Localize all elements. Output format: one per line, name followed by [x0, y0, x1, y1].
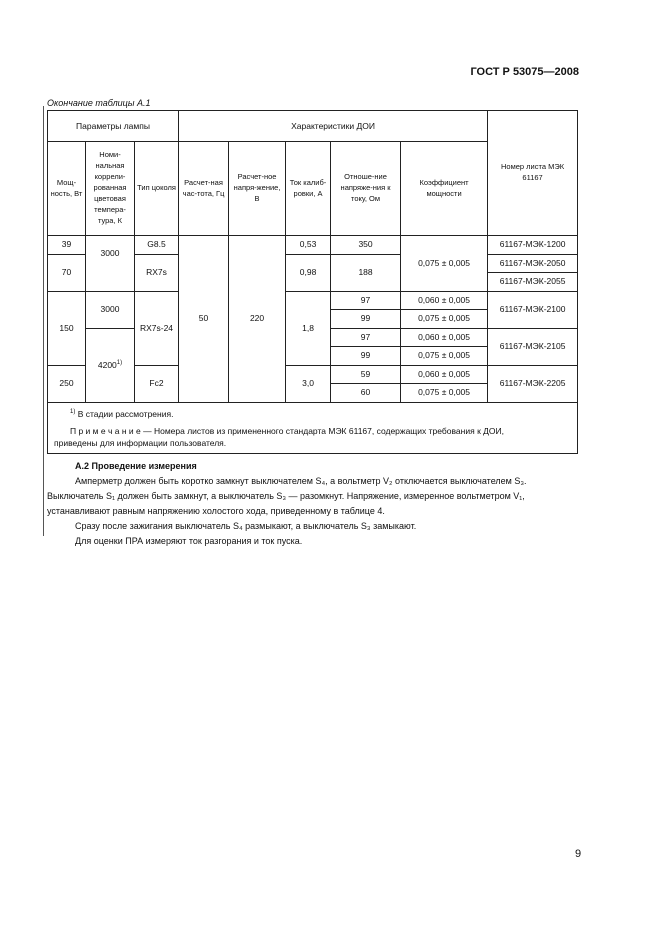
power-factor-cell: 0,060 ± 0,005 [401, 365, 488, 384]
current-cell: 1,8 [286, 291, 331, 365]
power-header: Мощ-ность, Вт [48, 142, 86, 236]
cct-value: 4200 [97, 359, 117, 370]
footnote-line [54, 408, 571, 420]
cct-header: Номи-нальная коррели-рованная цветовая темпера-тура, К [86, 142, 135, 236]
cct-cell [86, 328, 135, 402]
cct-cell: 3000 [86, 291, 135, 328]
ratio-cell: 350 [331, 236, 401, 255]
ratio-cell: 59 [331, 365, 401, 384]
group-doi-header: Характеристики ДОИ [179, 111, 488, 142]
table-footnotes [48, 402, 578, 454]
power-factor-cell: 0,060 ± 0,005 [401, 328, 488, 347]
power-factor-cell: 0,060 ± 0,005 [401, 291, 488, 310]
document-id: ГОСТ Р 53075—2008 [470, 66, 579, 78]
power-factor-cell: 0,075 ± 0,005 [401, 236, 488, 292]
sheet-cell: 61167-МЭК-1200 [488, 236, 578, 255]
base-cell: RX7s [135, 254, 179, 291]
current-header: Ток калиб-ровки, А [286, 142, 331, 236]
ratio-cell: 97 [331, 291, 401, 310]
ratio-cell: 99 [331, 310, 401, 329]
footnote-marker: 1) [116, 359, 123, 366]
note-text: — Номера листов из примененного стандарта МЭК 61167, содержащих требования к ДОИ, [140, 425, 504, 436]
sheet-cell: 61167-МЭК-2055 [488, 273, 578, 292]
base-cell: Fc2 [135, 365, 179, 402]
current-cell: 3,0 [286, 365, 331, 402]
sheet-cell: 61167-МЭК-2050 [488, 254, 578, 273]
page-number: 9 [575, 848, 582, 860]
voltage-header: Расчет-ное напря-жение, В [229, 142, 286, 236]
power-cell: 150 [48, 291, 86, 365]
power-factor-cell: 0,075 ± 0,005 [401, 310, 488, 329]
sheet-number-header: Номер листа МЭК 61167 [488, 111, 578, 236]
ratio-cell: 97 [331, 328, 401, 347]
power-factor-header: Коэффициент мощности [401, 142, 488, 236]
frequency-cell: 50 [179, 236, 229, 403]
margin-line [43, 106, 44, 536]
ratio-cell: 60 [331, 384, 401, 403]
base-cell: G8.5 [135, 236, 179, 255]
base-header: Тип цоколя [135, 142, 179, 236]
current-cell: 0,53 [286, 236, 331, 255]
lamp-data-table [47, 110, 578, 454]
footnote-marker: 1) [70, 408, 76, 415]
base-cell: RX7s-24 [135, 291, 179, 365]
note-text-continued: приведены для информации пользователя. [54, 438, 227, 449]
section-title: А.2 Проведение измерения [75, 461, 197, 471]
ratio-cell: 188 [331, 254, 401, 291]
paragraph: Для оценки ПРА измеряют ток разгорания и ток пуска. [75, 536, 303, 546]
footnote-text: В стадии рассмотрения. [77, 408, 174, 419]
power-factor-cell: 0,075 ± 0,005 [401, 347, 488, 366]
sheet-cell: 61167-МЭК-2205 [488, 365, 578, 402]
power-factor-cell: 0,075 ± 0,005 [401, 384, 488, 403]
sheet-cell: 61167-МЭК-2100 [488, 291, 578, 328]
note-label: П р и м е ч а н и е [70, 425, 141, 436]
paragraph: Амперметр должен быть коротко замкнут выключателем S₄, а вольтметр V₂ отключается выключателем S₃. [75, 476, 527, 486]
section-body [47, 474, 583, 549]
power-cell: 250 [48, 365, 86, 402]
sheet-cell: 61167-МЭК-2105 [488, 328, 578, 365]
paragraph: устанавливают равным напряжению холостого хода, приведенному в таблице 4. [47, 506, 385, 516]
paragraph: Выключатель S₁ должен быть замкнут, а выключатель S₃ — разомкнут. Напряжение, измеренное вольтметром V₁, [47, 491, 525, 501]
current-cell: 0,98 [286, 254, 331, 291]
ratio-cell: 99 [331, 347, 401, 366]
cct-cell: 3000 [86, 236, 135, 292]
table-caption: Окончание таблицы А.1 [47, 98, 151, 108]
voltage-cell: 220 [229, 236, 286, 403]
power-cell: 39 [48, 236, 86, 255]
ratio-header: Отноше-ние напряже-ния к току, Ом [331, 142, 401, 236]
table-note [54, 425, 571, 437]
power-cell: 70 [48, 254, 86, 291]
group-lamp-header: Параметры лампы [48, 111, 179, 142]
paragraph: Сразу после зажигания выключатель S₄ размыкают, а выключатель S₃ замыкают. [75, 521, 417, 531]
frequency-header: Расчет-ная час-тота, Гц [179, 142, 229, 236]
